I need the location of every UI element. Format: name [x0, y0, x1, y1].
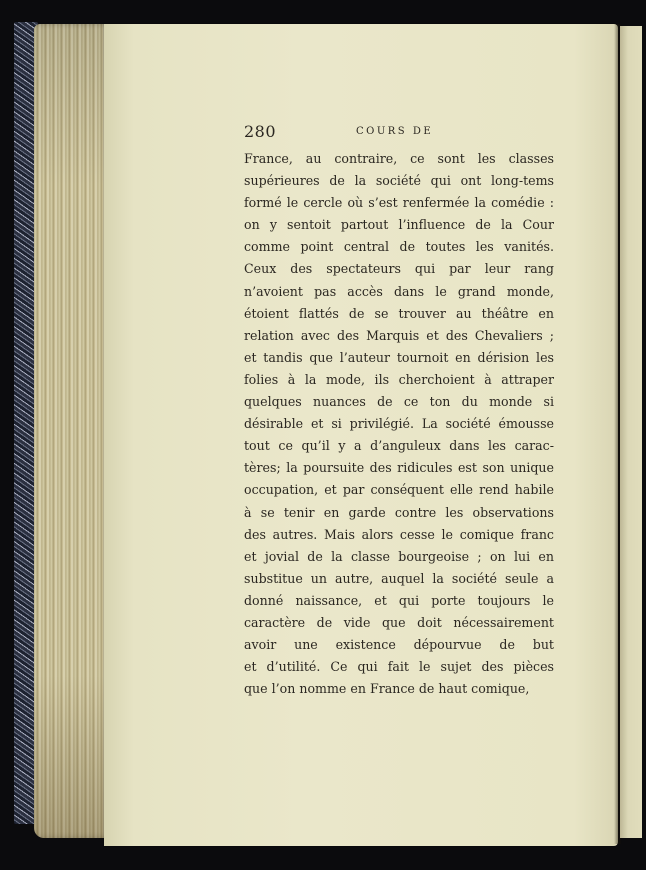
- facing-page: [620, 26, 642, 838]
- page-number: 280: [244, 122, 277, 141]
- text-line: France, au contraire, ce sont les classes: [244, 151, 554, 166]
- text-line: substitue un autre, auquel la société seule a: [244, 570, 554, 586]
- text-line: étoient flattés de se trouver au théâtre en: [244, 305, 554, 321]
- text-line: tères; la poursuite des ridicules est son unique: [244, 460, 554, 476]
- text-line: formé le cercle où s’est renfermée la comédie :: [244, 195, 554, 211]
- page-edges-shade: [34, 24, 114, 838]
- text-line: et d’utilité. Ce qui fait le sujet des pièces: [244, 659, 554, 675]
- running-head: COURS DE: [356, 126, 434, 137]
- text-line: occupation, et par conséquent elle rend habile: [244, 482, 554, 498]
- text-line: que l’on nomme en France de haut comique,: [244, 681, 530, 697]
- text-line: folies à la mode, ils cherchoient à attraper: [244, 371, 554, 387]
- text-line: relation avec des Marquis et des Chevaliers ;: [244, 327, 554, 343]
- text-line: des autres. Mais alors cesse le comique franc: [244, 526, 554, 542]
- text-line: désirable et si privilégié. La société émousse: [244, 416, 554, 432]
- text-line: à se tenir en garde contre les observations: [244, 504, 554, 520]
- text-line: et jovial de la classe bourgeoise ; on lui en: [244, 548, 554, 564]
- text-line: donné naissance, et qui porte toujours le: [244, 592, 554, 608]
- text-line: n’avoient pas accès dans le grand monde,: [244, 283, 554, 299]
- text-line: caractère de vide que doit nécessairement: [244, 614, 554, 630]
- text-line: quelques nuances de ce ton du monde si: [244, 394, 554, 410]
- text-line: supérieures de la société qui ont long-tems: [244, 173, 554, 189]
- text-line: tout ce qu’il y a d’anguleux dans les carac-: [244, 438, 554, 454]
- text-line: avoir une existence dépourvue de but: [244, 637, 554, 653]
- text-line: on y sentoit partout l’influence de la Cour: [244, 217, 554, 233]
- text-line: Ceux des spectateurs qui par leur rang: [244, 261, 554, 277]
- page-header: [244, 120, 554, 142]
- text-line: et tandis que l’auteur tournoit en dérision les: [244, 349, 554, 365]
- text-line: comme point central de toutes les vanités.: [244, 239, 554, 255]
- body-text: [244, 148, 554, 700]
